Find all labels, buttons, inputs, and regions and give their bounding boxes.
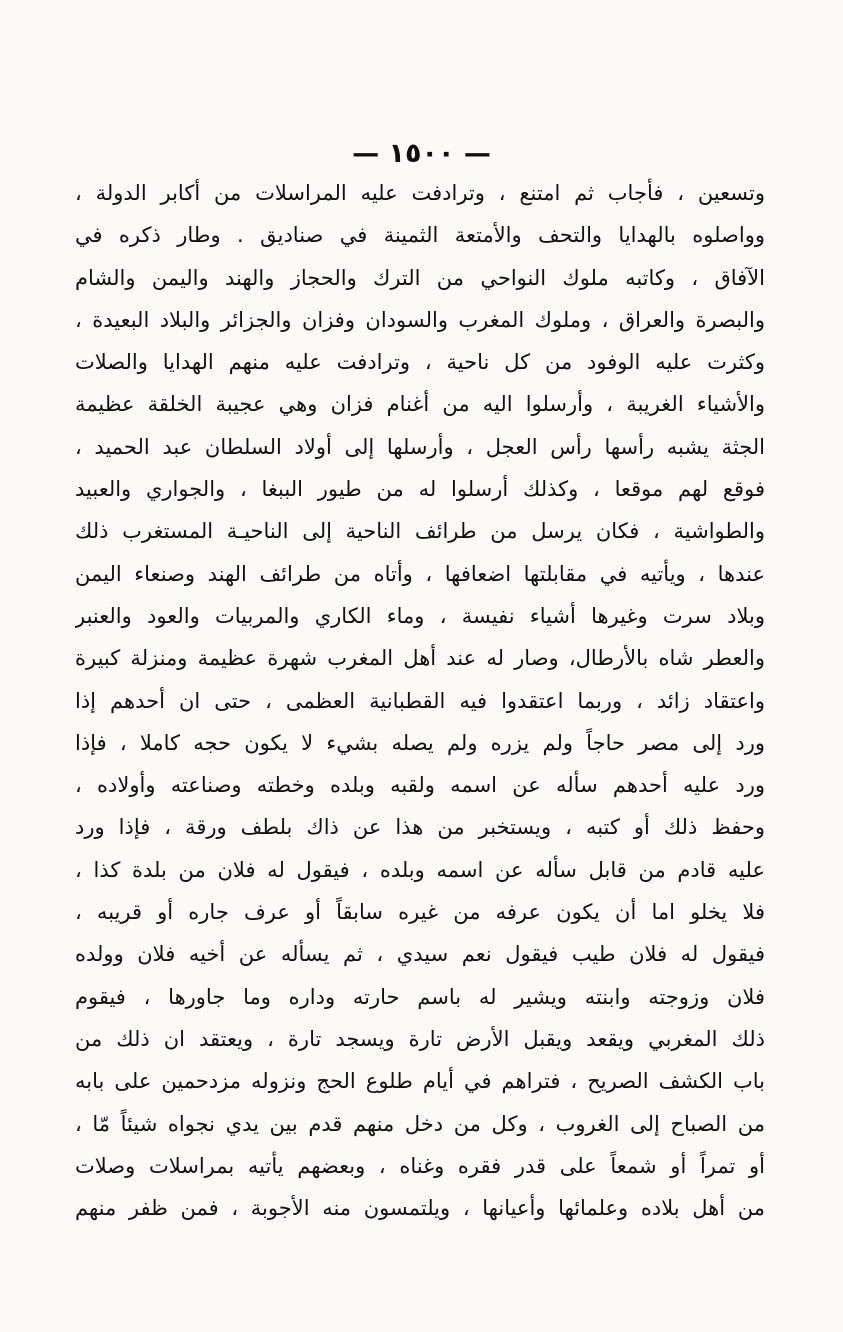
- body-text: [75, 172, 765, 1229]
- text-line: والأشياء الغريبة ، وأرسلوا اليه من أغنام فزان وهي عجيبة الخلقة عظيمة: [75, 392, 765, 417]
- text-line: وتسعين ، فأجاب ثم امتنع ، وترادفت عليه المراسلات من أكابر الدولة ،: [75, 181, 765, 205]
- text-line: أو تمراً أو شمعاً على قدر فقره وغناه ، وبعضهم يأتيه بمراسلات وصلات: [75, 1153, 765, 1178]
- text-line: فيقول له فلان طيب فيقول نعم سيدي ، ثم يسأله عن أخيه فلان وولده: [75, 942, 765, 967]
- text-line: والعطر شاه بالأرطال، وصار له عند أهل المغرب شهرة عظيمة ومنزلة كبيرة: [75, 646, 765, 671]
- text-line: ورد عليه أحدهم سأله عن اسمه ولقبه وبلده وخطته وصناعته وأولاده ،: [75, 773, 765, 798]
- text-line: الآفاق ، وكاتبه ملوك النواحي من الترك والحجاز والهند واليمن والشام: [75, 265, 765, 290]
- page-number: — ١٥٠٠ —: [352, 138, 491, 169]
- text-line: باب الكشف الصريح ، فتراهم في أيام طلوع الحج ونزوله مزدحمين على بابه: [75, 1069, 765, 1094]
- text-line: والبصرة والعراق ، وملوك المغرب والسودان وفزان والجزائر والبلاد البعيدة ،: [75, 307, 765, 332]
- text-line: من أهل بلاده وعلمائها وأعيانها ، ويلتمسون منه الأجوبة ، فمن ظفر منهم: [75, 1196, 765, 1221]
- text-line: ورد إلى مصر حاجاً ولم يزره ولم يصله بشيء لا يكون حجه كاملا ، فإذا: [75, 730, 765, 755]
- text-line: والطواشية ، فكان يرسل من طرائف الناحية إلى الناحيـة المستغرب ذلك: [75, 519, 765, 544]
- text-line: وكثرت عليه الوفود من كل ناحية ، وترادفت عليه منهم الهدايا والصلات: [75, 350, 765, 375]
- text-line: فلا يخلو اما أن يكون عرفه من غيره سابقاً أو عرف جاره أو قريبه ،: [75, 900, 765, 925]
- text-line: فلان وزوجته وابنته ويشير له باسم حارته وداره وما جاورها ، فيقوم: [75, 984, 765, 1009]
- text-line: عليه قادم من قابل سأله عن اسمه وبلده ، فيقول له فلان من بلدة كذا ،: [75, 857, 765, 882]
- text-line: وبلاد سرت وغيرها أشياء نفيسة ، وماء الكاري والمربيات والعود والعنبر: [75, 603, 765, 628]
- text-line: من الصباح إلى الغروب ، وكل من دخل منهم قدم بين يدي نجواه شيئاً مّا ،: [75, 1111, 765, 1136]
- text-line: واعتقاد زائد ، وربما اعتقدوا فيه القطبانية العظمى ، حتى ان أحدهم إذا: [75, 688, 765, 713]
- text-line: فوقع لهم موقعا ، وكذلك أرسلوا له من طيور الببغا ، والجواري والعبيد: [75, 477, 765, 502]
- text-line: الجثة يشبه رأسها رأس العجل ، وأرسلها إلى أولاد السلطان عبد الحميد ،: [75, 434, 765, 459]
- text-line: ذلك المغربي ويقعد ويقبل الأرض تارة ويسجد تارة ، ويعتقد ان ذلك من: [75, 1026, 765, 1051]
- text-line: وواصلوه بالهدايا والتحف والأمتعة الثمينة في صناديق . وطار ذكره في: [75, 223, 765, 248]
- text-line: وحفظ ذلك أو كتبه ، ويستخبر من هذا عن ذاك بلطف ورقة ، فإذا ورد: [75, 815, 765, 840]
- text-line: عندها ، ويأتيه في مقابلتها اضعافها ، وأتاه من طرائف الهند وصنعاء اليمن: [75, 561, 765, 586]
